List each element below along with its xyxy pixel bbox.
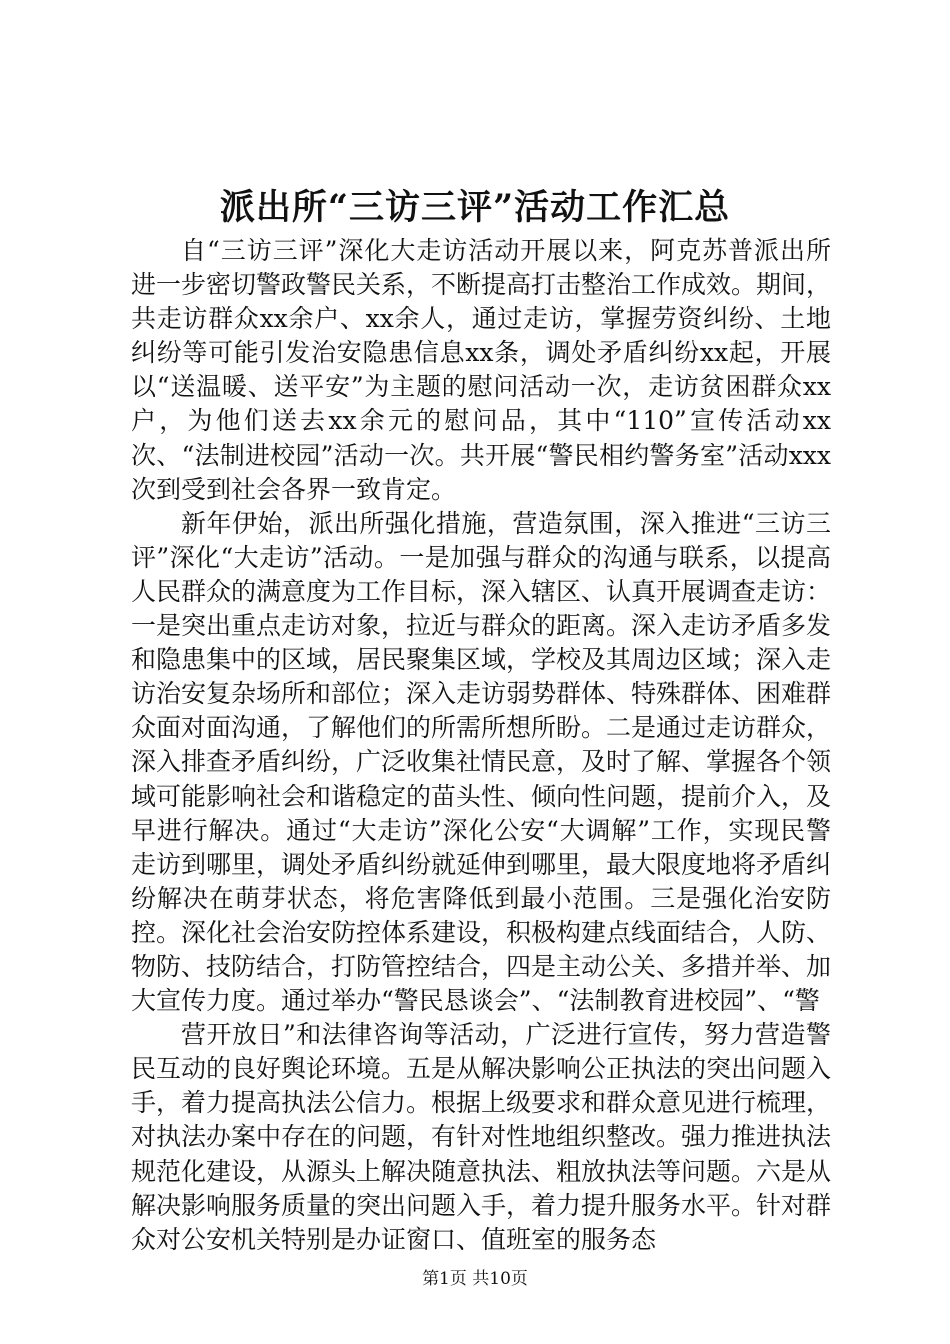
document-body bbox=[131, 234, 831, 1257]
paragraph-3: 营开放日”和法律咨询等活动，广泛进行宣传，努力营造警民互动的良好舆论环境。五是从解决影响公正执法的突出问题入手，着力提高执法公信力。根据上级要求和群众意见进行梳理，对执法办案中存在的问题，有针对性地组织整改。强力推进执法规范化建设，从源头上解决随意执法、粗放执法等问题。六是从解决影响服务质量的突出问题入手，着力提升服务水平。针对群众对公安机关特别是办证窗口、值班室的服务态 bbox=[131, 1020, 832, 1254]
paragraph-1: 自“三访三评”深化大走访活动开展以来，阿克苏普派出所进一步密切警政警民关系，不断提高打击整治工作成效。期间，共走访群众xx余户、xx余人，通过走访，掌握劳资纠纷、土地纠纷等可能引发治安隐患信息xx条，调处矛盾纠纷xx起，开展以“送温暖、送平安”为主题的慰问活动一次，走访贫困群众xx户，为他们送去xx余元的慰问品，其中“110”宣传活动xx次、“法制进校园”活动一次。共开展“警民相约警务室”活动xxx次到受到社会各界一致肯定。 bbox=[131, 236, 832, 504]
paragraph-2: 新年伊始，派出所强化措施，营造氛围，深入推进“三访三评”深化“大走访”活动。一是加强与群众的沟通与联系，以提高人民群众的满意度为工作目标，深入辖区、认真开展调查走访：一是突出重点走访对象，拉近与群众的距离。深入走访矛盾多发和隐患集中的区域，居民聚集区域，学校及其周边区域；深入走访治安复杂场所和部位；深入走访弱势群体、特殊群体、困难群众面对面沟通，了解他们的所需所想所盼。二是通过走访群众，深入排查矛盾纠纷，广泛收集社情民意，及时了解、掌握各个领域可能影响社会和谐稳定的苗头性、倾向性问题，提前介入，及早进行解决。通过“大走访”深化公安“大调解”工作，实现民警走访到哪里，调处矛盾纠纷就延伸到哪里，最大限度地将矛盾纠纷解决在萌芽状态，将危害降低到最小范围。三是强化治安防控。深化社会治安防控体系建设，积极构建点线面结合，人防、物防、技防结合，打防管控结合，四是主动公关、多措并举、加大宣传力度。通过举办“警民恳谈会”、“法制教育进校园”、“警 bbox=[131, 508, 832, 1016]
document-title: 派出所“三访三评”活动工作汇总 bbox=[219, 187, 731, 228]
page-footer: 第1页 共10页 bbox=[422, 1269, 528, 1289]
